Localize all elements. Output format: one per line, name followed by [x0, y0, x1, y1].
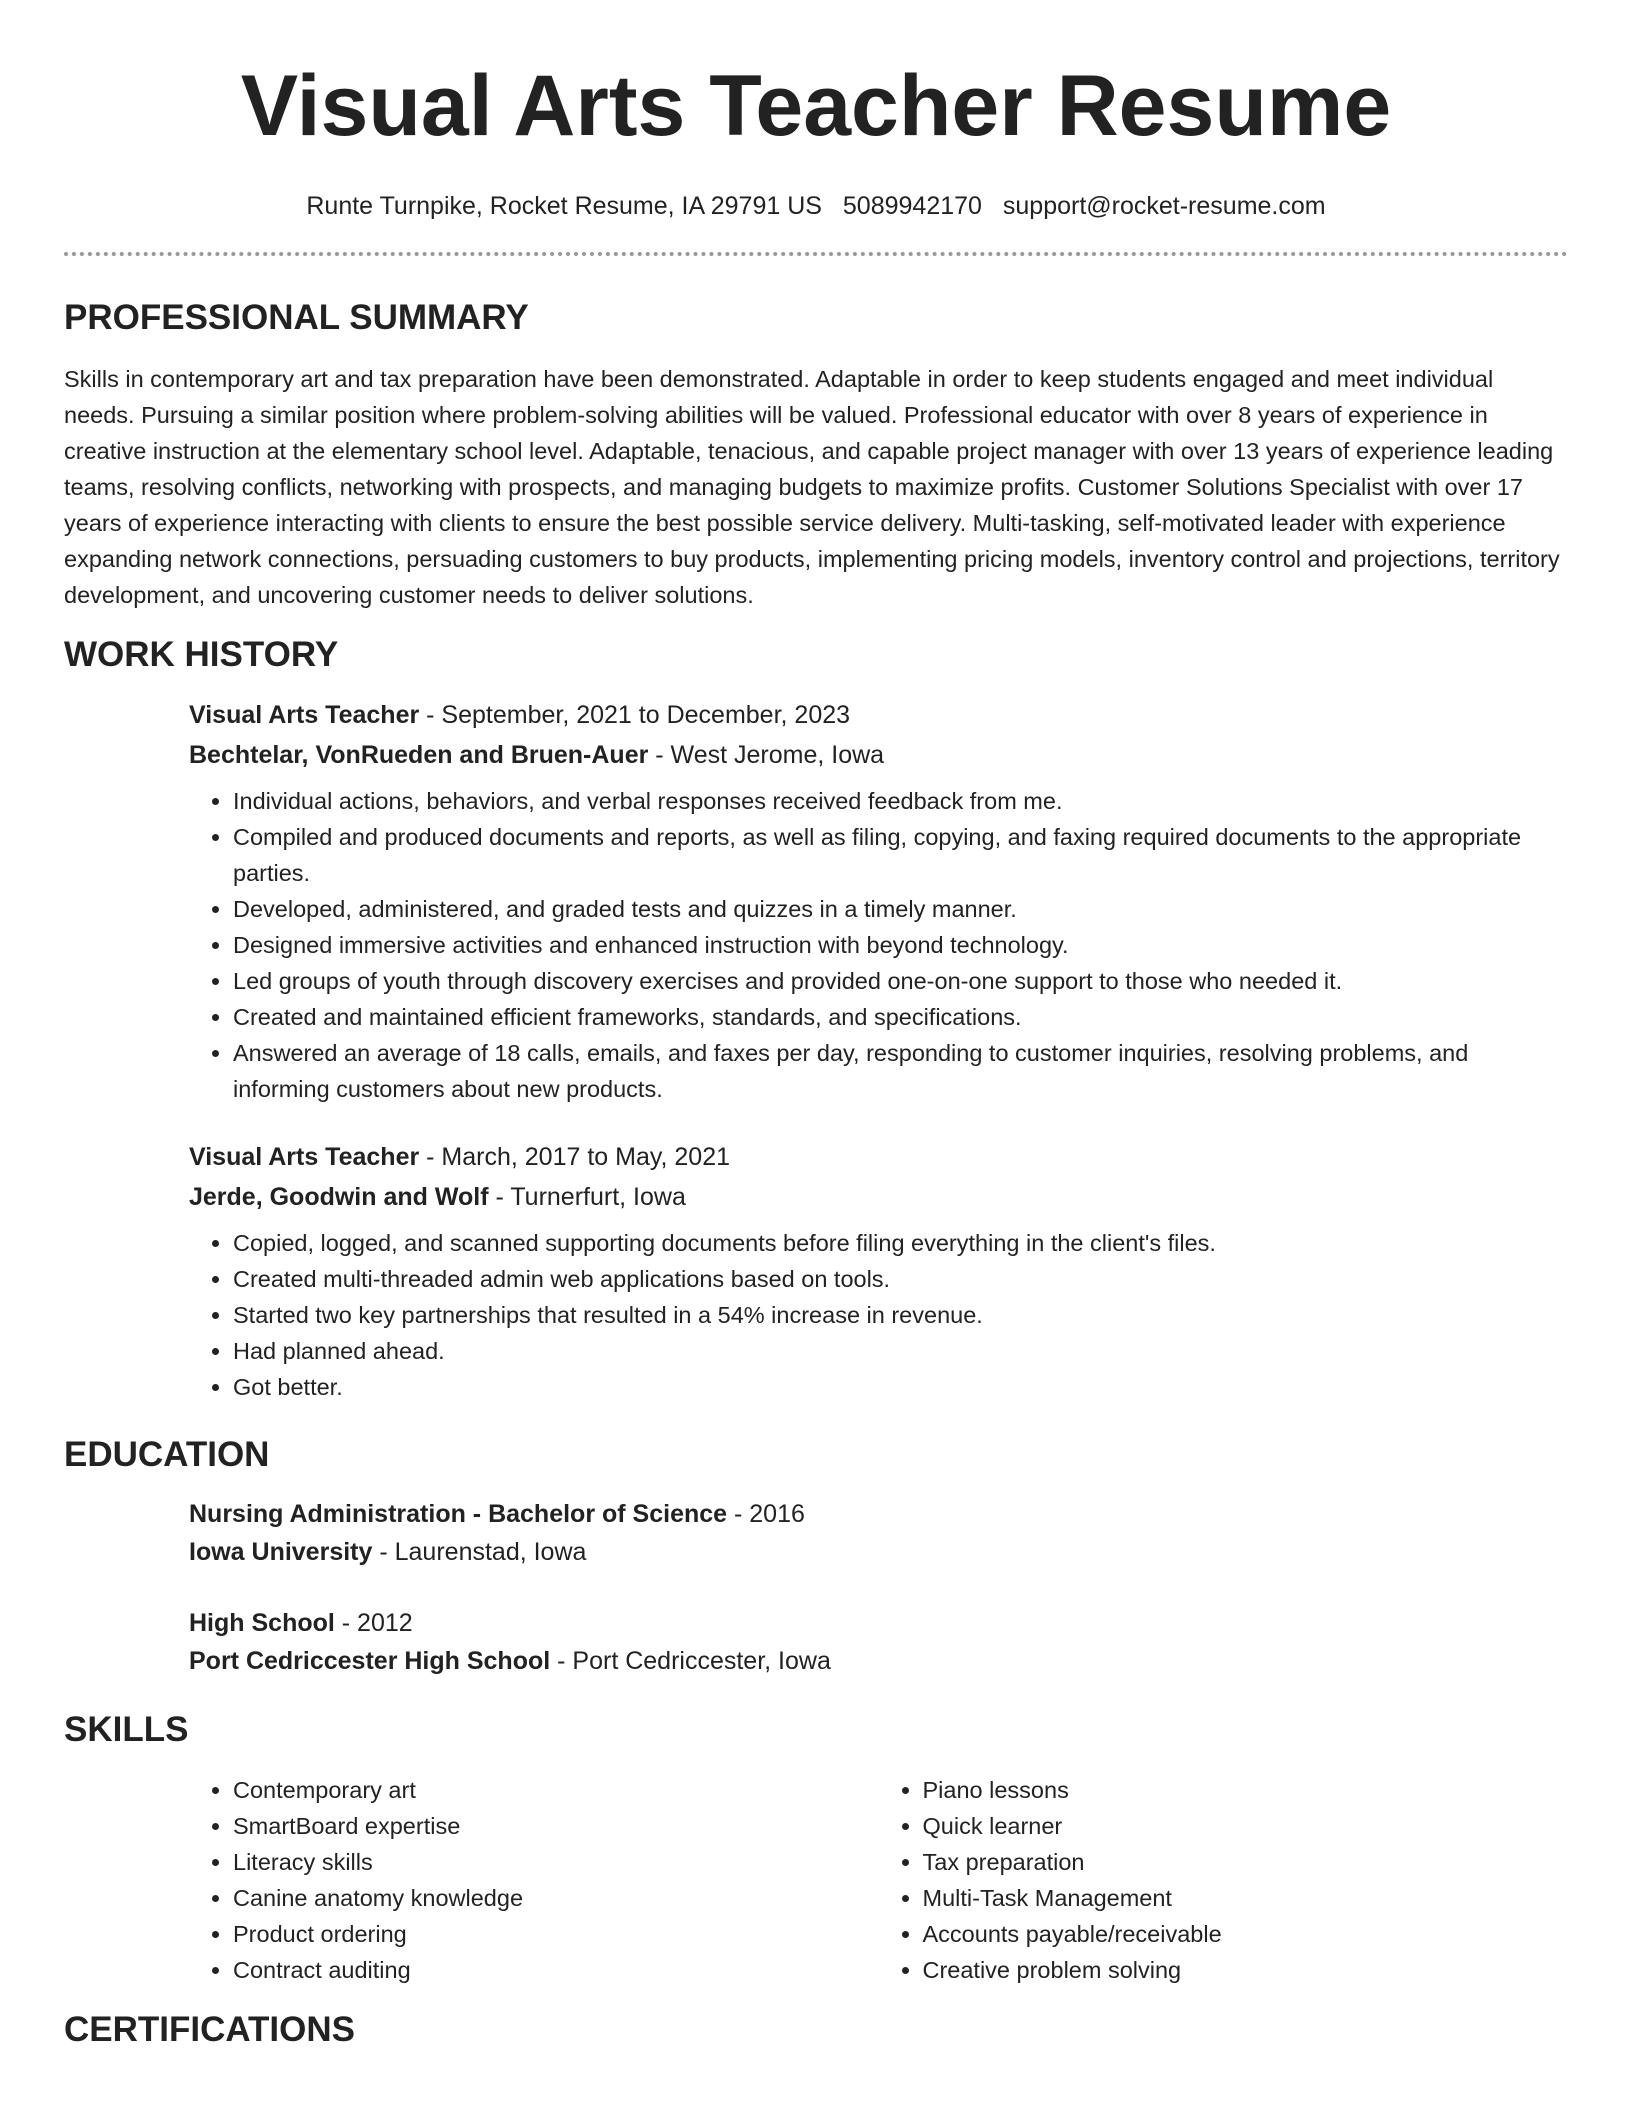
job-title-line [189, 1137, 1568, 1177]
school-line [189, 1533, 1568, 1571]
skill-item: • Canine anatomy knowledge [233, 1880, 879, 1916]
skills-grid [189, 1772, 1568, 1988]
job-duty: • Created and maintained efficient frameworks, standards, and specifications. [233, 999, 1568, 1035]
job-duty: • Had planned ahead. [233, 1333, 1568, 1369]
job-company: Bechtelar, VonRueden and Bruen-Auer [189, 741, 649, 769]
job-duty: • Answered an average of 18 calls, emails, and faxes per day, responding to customer inquiries, resolving problems, and informing customers about new products. [233, 1035, 1568, 1107]
degree-line [189, 1495, 1568, 1533]
skill-item: • Accounts payable/receivable [923, 1916, 1569, 1952]
job-duty: • Got better. [233, 1369, 1568, 1405]
skill-item: • Tax preparation [923, 1844, 1569, 1880]
degree-year: - 2012 [334, 1609, 413, 1637]
job-location: - Turnerfurt, Iowa [488, 1183, 686, 1211]
job-title-line [189, 695, 1568, 735]
job-duty: • Led groups of youth through discovery exercises and provided one-on-one support to those who needed it. [233, 963, 1568, 999]
job-title: Visual Arts Teacher [189, 701, 420, 729]
school-name: Iowa University [189, 1538, 373, 1566]
resume-page [64, 0, 1568, 2050]
contact-line [64, 191, 1568, 221]
skill-item: • SmartBoard expertise [233, 1808, 879, 1844]
summary-heading: PROFESSIONAL SUMMARY [64, 298, 529, 337]
skills-heading: SKILLS [64, 1710, 189, 1749]
skill-item: • Literacy skills [233, 1844, 879, 1880]
resume-title: Visual Arts Teacher Resume [240, 58, 1392, 154]
contact-phone: 5089942170 [842, 192, 982, 220]
header-divider [64, 252, 1568, 256]
job-title: Visual Arts Teacher [189, 1143, 420, 1171]
job-duty: • Compiled and produced documents and reports, as well as filing, copying, and faxing required documents to the appropriate parties. [233, 819, 1568, 891]
education-heading: EDUCATION [64, 1435, 270, 1474]
job-duty: • Copied, logged, and scanned supporting documents before filing everything in the client's files. [233, 1225, 1568, 1261]
job-company-line [189, 1177, 1568, 1217]
certifications-heading: CERTIFICATIONS [64, 2010, 356, 2049]
job-duty: • Developed, administered, and graded tests and quizzes in a timely manner. [233, 891, 1568, 927]
job-company: Jerde, Goodwin and Wolf [189, 1183, 489, 1211]
education-entry [189, 1495, 1568, 1571]
job-duties-list [189, 783, 1568, 1107]
school-line [189, 1642, 1568, 1680]
degree-line [189, 1604, 1568, 1642]
skill-item: • Product ordering [233, 1916, 879, 1952]
job-entry [189, 695, 1568, 1107]
job-duties-list [189, 1225, 1568, 1405]
job-duty: • Started two key partnerships that resulted in a 54% increase in revenue. [233, 1297, 1568, 1333]
skill-item: • Creative problem solving [923, 1952, 1569, 1988]
job-company-line [189, 735, 1568, 775]
skill-item: • Piano lessons [923, 1772, 1569, 1808]
skills-list-left [189, 1772, 879, 1988]
degree-name: High School [189, 1609, 335, 1637]
education-entry [189, 1604, 1568, 1680]
job-duty: • Individual actions, behaviors, and verbal responses received feedback from me. [233, 783, 1568, 819]
contact-address: Runte Turnpike, Rocket Resume, IA 29791 US [306, 192, 822, 220]
skill-item: • Contemporary art [233, 1772, 879, 1808]
work-history-heading: WORK HISTORY [64, 635, 339, 674]
summary-text: Skills in contemporary art and tax preparation have been demonstrated. Adaptable in order to keep students engaged and meet individual needs. Pursuing a similar position where problem-solving abilities will be valued. Professional educator with over 8 years of experience in creative instruction at the elementary school level. Adaptable, tenacious, and capable project manager with over 13 years of experience leading teams, resolving conflicts, networking with prospects, and managing budgets to maximize profits. Customer Solutions Specialist with over 17 years of experience interacting with clients to ensure the best possible service delivery. Multi-tasking, self-motivated leader with experience expanding network connections, persuading customers to buy products, implementing pricing models, inventory control and projections, territory development, and uncovering customer needs to deliver solutions. [64, 366, 1560, 608]
school-name: Port Cedriccester High School [189, 1647, 551, 1675]
skill-item: • Quick learner [923, 1808, 1569, 1844]
job-dates: - September, 2021 to December, 2023 [419, 701, 851, 729]
contact-email: support@rocket-resume.com [1002, 192, 1326, 220]
job-duty: • Designed immersive activities and enhanced instruction with beyond technology. [233, 927, 1568, 963]
degree-name: Nursing Administration - Bachelor of Science [189, 1500, 728, 1528]
job-dates: - March, 2017 to May, 2021 [419, 1143, 731, 1171]
school-location: - Port Cedriccester, Iowa [550, 1647, 831, 1675]
skill-item: • Contract auditing [233, 1952, 879, 1988]
school-location: - Laurenstad, Iowa [372, 1538, 587, 1566]
job-location: - West Jerome, Iowa [648, 741, 885, 769]
skill-item: • Multi-Task Management [923, 1880, 1569, 1916]
skills-list-right [879, 1772, 1569, 1988]
degree-year: - 2016 [727, 1500, 805, 1528]
job-entry [189, 1137, 1568, 1405]
job-duty: • Created multi-threaded admin web applications based on tools. [233, 1261, 1568, 1297]
